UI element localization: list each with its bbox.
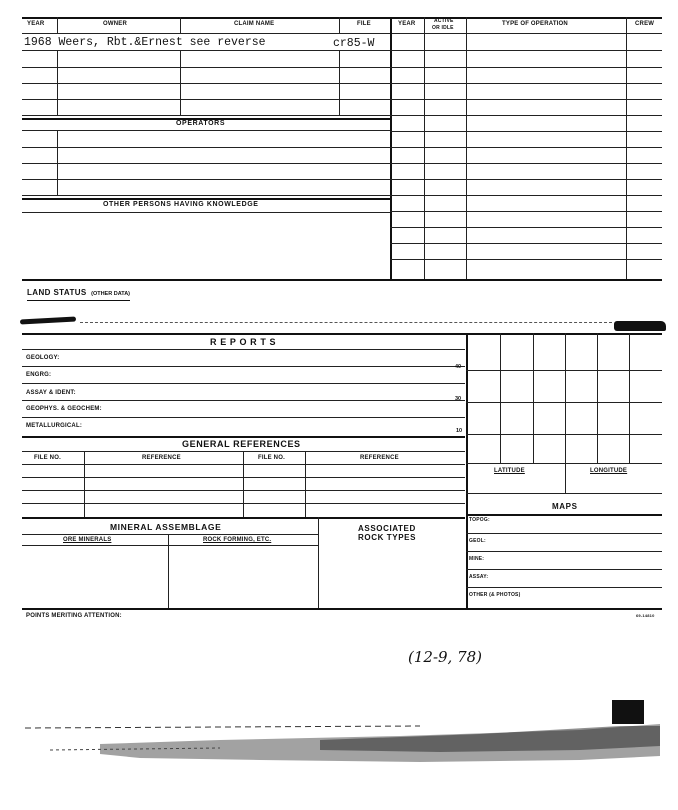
latitude-label: LATITUDE [494,468,525,474]
smudge-band-dark [320,726,660,752]
maps-geol: GEOL: [469,538,486,544]
gr-file-no: FILE NO. [34,455,61,461]
operators-heading: OPERATORS [176,120,226,127]
header-or-idle: OR IDLE [432,25,454,31]
header-year: YEAR [27,21,45,27]
maps-other: OTHER (& PHOTOS) [469,592,521,598]
report-metallurgical: METALLURGICAL: [26,423,83,429]
maps-assay: ASSAY: [469,574,489,580]
general-references-heading: GENERAL REFERENCES [182,439,301,449]
associated-line-2: ROCK TYPES [358,533,417,542]
maps-mine: MINE: [469,556,485,562]
report-geophys-num: 30 [455,396,462,402]
land-status-subtitle: (OTHER DATA) [91,291,131,297]
claim-entry-file: cr85-W [333,37,375,50]
associated-line-1: ASSOCIATED [358,524,416,533]
report-geology: GEOLOGY: [26,355,60,361]
mineral-assemblage-heading: MINERAL ASSEMBLAGE [110,522,222,532]
report-metallurgical-num: 10 [456,428,463,434]
fold-dash-line [80,322,612,323]
land-status-label [27,282,130,301]
header-claim-name: CLAIM NAME [234,21,275,27]
ore-minerals-label: ORE MINERALS [63,537,112,543]
rock-forming-label: ROCK FORMING, ETC. [203,537,272,543]
report-engrg: ENGRG: [26,372,52,378]
header-owner: OWNER [103,21,127,27]
reports-heading: R E P O R T S [210,337,277,347]
maps-topog: TOPOG: [469,517,490,523]
header-active: ACTIVE [434,18,454,24]
ink-smear-left [20,317,76,325]
smudge-square [612,700,644,724]
header-type-of-operation: TYPE OF OPERATION [502,21,568,27]
form-number: 69-14810 [636,613,655,618]
smudge-dash [25,726,420,728]
report-geophys: GEOPHYS. & GEOCHEM: [26,406,102,412]
gr-reference: REFERENCE [142,455,181,461]
header-year-2: YEAR [398,21,416,27]
land-status-title: LAND STATUS [27,288,87,297]
other-persons-heading: OTHER PERSONS HAVING KNOWLEDGE [103,201,259,208]
points-meriting-attention: POINTS MERITING ATTENTION: [26,613,122,619]
maps-heading: MAPS [552,502,578,511]
longitude-label: LONGITUDE [590,468,628,474]
claim-entry-text: 1968 Weers, Rbt.&Ernest see reverse [24,36,266,49]
report-engrg-num: 40 [455,364,462,370]
handwritten-date: (12-9, 78) [408,648,483,666]
header-file: FILE [357,21,371,27]
report-assay: ASSAY & IDENT: [26,390,76,396]
ink-smear-right [614,321,666,331]
gr-reference-2: REFERENCE [360,455,399,461]
gr-file-no-2: FILE NO. [258,455,285,461]
bottom-smudge [20,700,670,770]
header-crew: CREW [635,21,655,27]
